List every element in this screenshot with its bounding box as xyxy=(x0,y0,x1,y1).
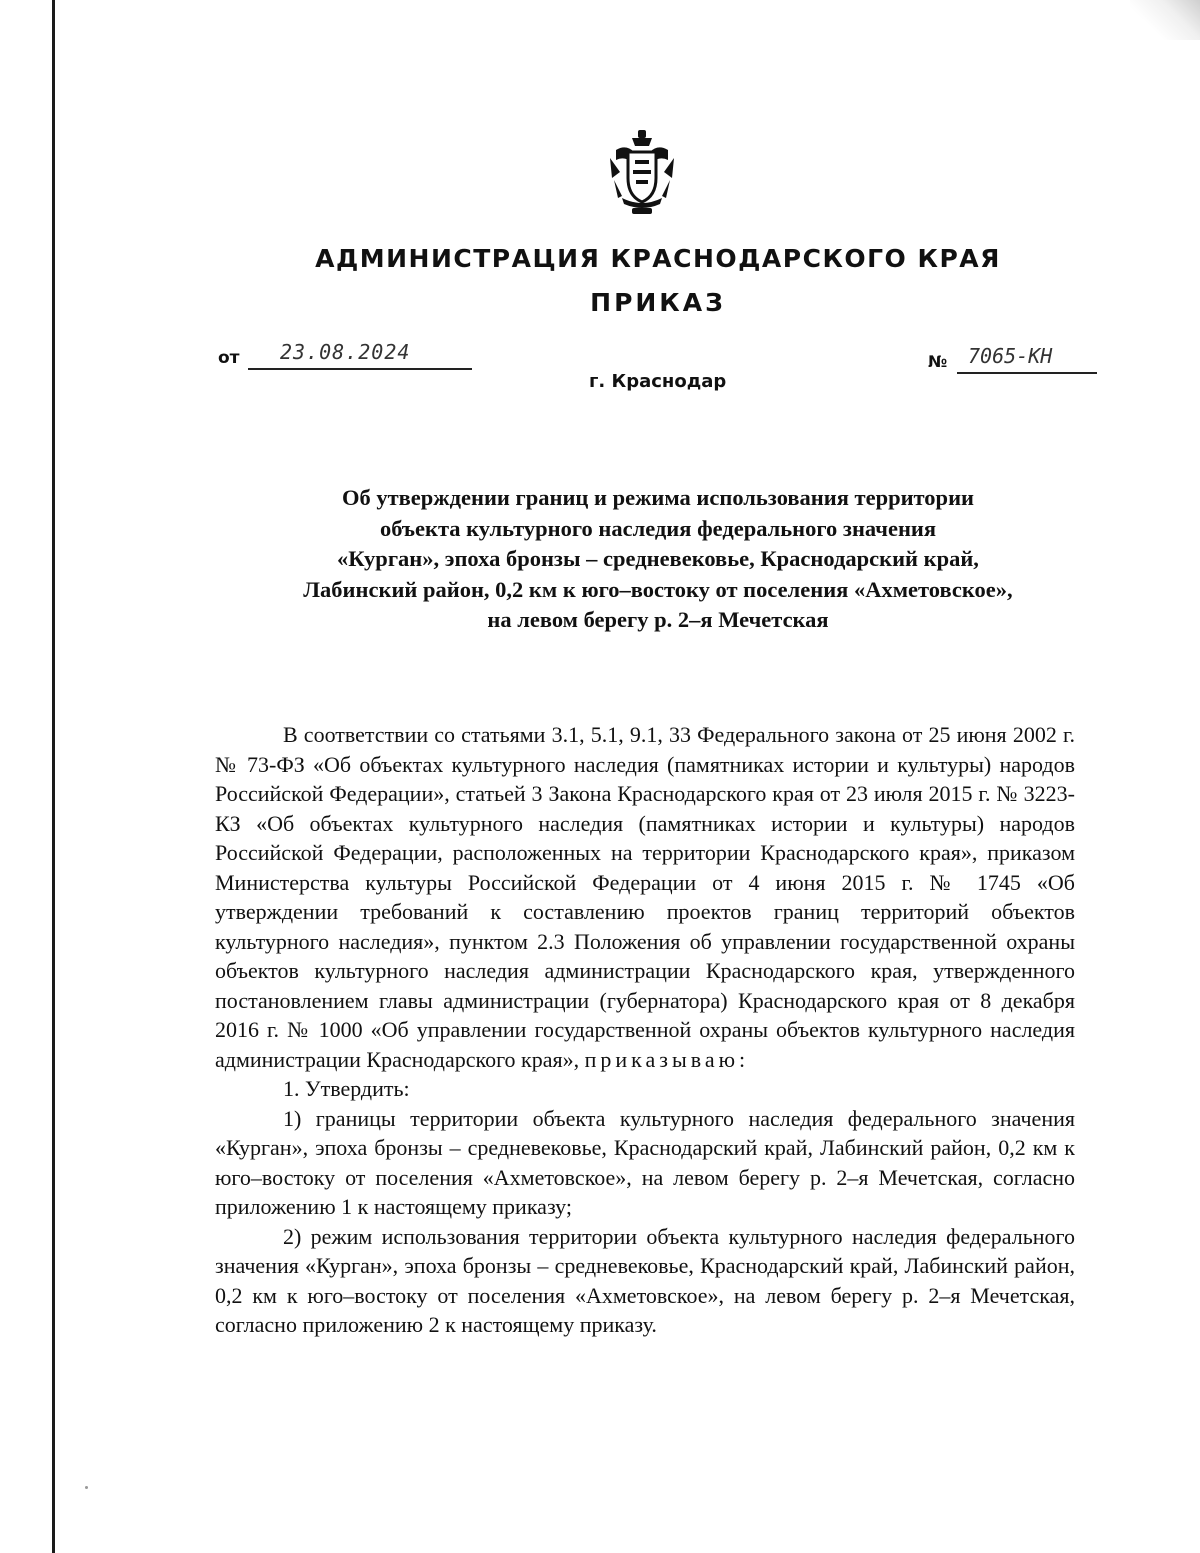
coat-of-arms-emblem xyxy=(608,128,676,220)
subitem-2: 2) режим использования территории объекта культурного наследия федерального значения «Курган», эпоха бронзы – средневековье, Краснодарский край, Лабинский район, 0,2 км к юго–востоку от поселения «Ахметовское», на левом берегу р. 2–я Мечетская, согласно приложению 2 к настоящему приказу. xyxy=(215,1223,1075,1337)
preamble-text: В соответствии со статьями 3.1, 5.1, 9.1, 33 Федерального закона от 25 июня 2002 г. № 73-ФЗ «Об объектах культурного наследия (памятниках истории и культуры) народов Российской Федерации», статьей 3 Закона Краснодарского края от 23 июля 2015 г. № 3223-КЗ «Об объектах культурного наследия (памятниках истории и культуры) народов Российской Федерации, расположенных на территории Краснодарского края», приказом Министерства культуры Российской Федерации от 4 июня 2015 г. № 1745 «Об утверждении требований к составлению проектов границ территорий объектов культурного наследия», пунктом 2.3 Положения об управлении государственной охраны объектов культурного наследия администрации Краснодарского края, утвержденного постановлением главы администрации (губернатора) Краснодарского края от 8 декабря 2016 г. № 1000 «Об управлении государственной охраны объектов культурного наследия администрации Краснодарского края», xyxy=(215,722,1075,1072)
document-body xyxy=(215,720,1075,1340)
number-prefix: № xyxy=(928,352,948,371)
title-line: объекта культурного наследия федерального значения xyxy=(379,515,937,541)
title-line: на левом берегу р. 2–я Мечетская xyxy=(487,607,829,632)
document-title xyxy=(200,483,1116,636)
order-word: приказываю: xyxy=(584,1046,750,1072)
handwritten-number: 7065-КН xyxy=(968,344,1053,368)
city-name: г. Краснодар xyxy=(589,371,727,392)
title-line: Об утверждении границ и режима использования территории xyxy=(341,485,975,510)
scan-corner-shadow xyxy=(1130,0,1200,40)
document-type: ПРИКАЗ xyxy=(590,288,726,317)
item-1: 1. Утвердить: xyxy=(283,1076,410,1101)
organization-name: АДМИНИСТРАЦИЯ КРАСНОДАРСКОГО КРАЯ xyxy=(315,244,1001,273)
title-line: Лабинский район, 0,2 км к юго–востоку от поселения «Ахметовское», xyxy=(303,576,1013,602)
handwritten-date: 23.08.2024 xyxy=(280,340,411,364)
subitem-1: 1) границы территории объекта культурного наследия федерального значения «Курган», эпоха бронзы – средневековье, Краснодарский край, Лабинский район, 0,2 км к юго–востоку от поселения «Ахметовское», на левом берегу р. 2–я Мечетская, согласно приложению 1 к настоящему приказу; xyxy=(215,1105,1075,1219)
title-line: «Курган», эпоха бронзы – средневековье, Краснодарский край, xyxy=(337,546,979,571)
preamble-paragraph xyxy=(215,720,1075,1074)
scan-speck xyxy=(85,1486,88,1489)
date-prefix: от xyxy=(218,348,240,368)
scan-page-edge xyxy=(52,0,55,1553)
